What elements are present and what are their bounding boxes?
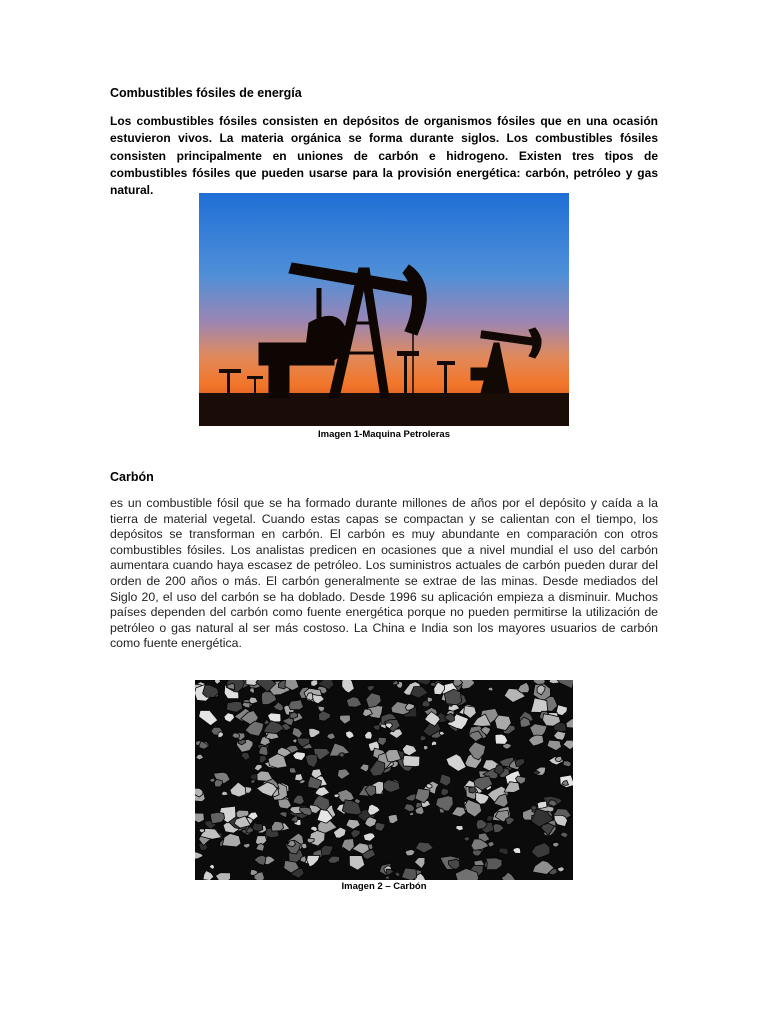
section-title-combustibles: Combustibles fósiles de energía <box>110 86 302 100</box>
intro-paragraph: Los combustibles fósiles consisten en depósitos de organismos fósiles que en una ocasión estuvieron vivos. La materia orgánica se forma durante siglos. Los combustibles fósiles consisten principalmente en uniones de carbón e hidrogeno. Existen tres tipos de combustibles fósiles que pueden usarse para la provisión energética: carbón, petróleo y gas natural. <box>110 114 658 198</box>
oil-pumpjack-image <box>199 193 569 426</box>
figure-caption-2: Imagen 2 – Carbón <box>341 881 427 892</box>
section-title-carbon: Carbón <box>110 470 154 484</box>
figure-caption-1: Imagen 1-Maquina Petroleras <box>318 429 450 440</box>
carbon-paragraph: es un combustible fósil que se ha formado durante millones de años por el depósito y caída a la tierra de material vegetal. Cuando estas capas se compactan y se calientan con el tiempo, los depósitos se transforman en carbón. El carbón es muy abundante en comparación con otros combustibles fósiles. Los analistas predicen en ocasiones que a nivel mundial el uso del carbón aumentara cuando haya escasez de petróleo. Los suministros actuales de carbón pueden durar del orden de 200 años o más. El carbón generalmente se extrae de las minas. Desde mediados del Siglo 20, el uso del carbón se ha doblado. Desde 1996 su aplicación empieza a disminuir. Muchos países dependen del carbón como fuente energética porque no pueden permitirse la utilización de petróleo o gas natural al ser más costoso. La China e India son los mayores usuarios de carbón como fuente energética. <box>110 496 658 651</box>
coal-image <box>195 680 573 880</box>
